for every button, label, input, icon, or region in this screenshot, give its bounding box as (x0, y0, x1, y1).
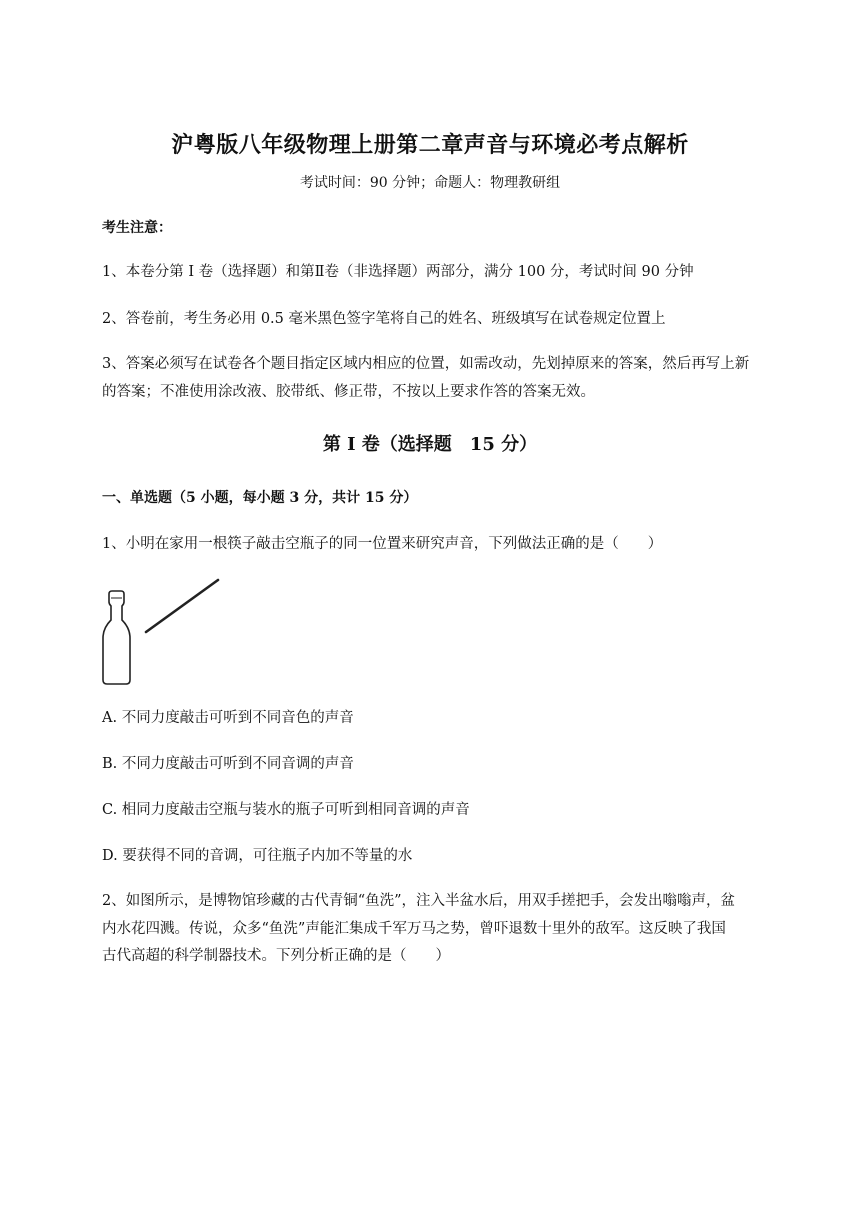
question-1-option-b: B. 不同力度敲击可听到不同音调的声音 (102, 756, 354, 772)
question-1-option-a: A. 不同力度敲击可听到不同音色的声音 (102, 710, 354, 726)
question-1-stem: 1、小明在家用一根筷子敲击空瓶子的同一位置来研究声音，下列做法正确的是（ ） (102, 536, 663, 552)
chopstick-icon (146, 580, 218, 632)
notice-item-3: 3、答案必须写在试卷各个题目指定区域内相应的位置，如需改动，先划掉原来的答案，然后再写上新 (102, 356, 750, 372)
question-1-option-c: C. 相同力度敲击空瓶与装水的瓶子可听到相同音调的声音 (102, 802, 470, 818)
notice-item-1: 1、本卷分第 I 卷（选择题）和第Ⅱ卷（非选择题）两部分，满分 100 分，考试时间 90 分钟 (102, 264, 694, 280)
page-title: 沪粤版八年级物理上册第二章声音与环境必考点解析 (171, 132, 689, 158)
bottle-and-chopstick-figure (98, 576, 228, 688)
notice-item-3-cont: 的答案；不准使用涂改液、胶带纸、修正带，不按以上要求作答的答案无效。 (102, 384, 595, 400)
notice-item-2: 2、答卷前，考生务必用 0.5 毫米黑色签字笔将自己的姓名、班级填写在试卷规定位置上 (102, 311, 666, 327)
question-2-stem-line-3: 古代高超的科学制器技术。下列分析正确的是（ ） (102, 948, 450, 964)
bottle-icon (98, 576, 228, 688)
question-2-stem-line-2: 内水花四溅。传说，众多“鱼洗”声能汇集成千军万马之势，曾吓退数十里外的敌军。这反映了我国 (102, 921, 726, 937)
notice-heading: 考生注意： (102, 220, 172, 236)
section-title: 第 I 卷（选择题 15 分） (322, 434, 538, 455)
exam-info: 考试时间：90 分钟；命题人：物理教研组 (299, 175, 561, 191)
question-1-option-d: D. 要获得不同的音调，可往瓶子内加不等量的水 (102, 848, 413, 864)
part-heading: 一、单选题（5 小题，每小题 3 分，共计 15 分） (102, 490, 418, 506)
question-2-stem-line-1: 2、如图所示，是博物馆珍藏的古代青铜“鱼洗”，注入半盆水后，用双手搓把手，会发出嗡嗡声，盆 (102, 893, 736, 909)
